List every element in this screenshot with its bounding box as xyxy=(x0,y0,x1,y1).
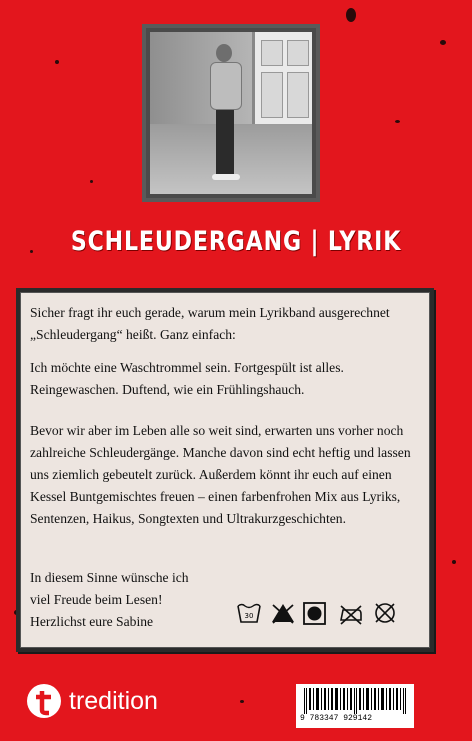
publisher-name: tredition xyxy=(69,687,158,715)
isbn-barcode xyxy=(296,684,414,728)
no-dry-clean-icon xyxy=(372,600,398,626)
closing-line-3: Herzlichst eure Sabine xyxy=(30,614,154,629)
closing-line-1: In diesem Sinne wünsche ich xyxy=(30,570,189,585)
blurb-paragraph-1: Sicher fragt ihr euch gerade, warum mein Lyrikband ausgerechnet „Schleudergang“ heißt. Ganz einfach: xyxy=(30,305,390,342)
wash-temp-label: 30 xyxy=(244,612,254,620)
author-photo xyxy=(142,24,320,202)
book-title: SCHLEUDERGANG | LYRIK xyxy=(70,226,402,257)
wash-30-icon xyxy=(236,600,262,626)
blurb-paragraph-2: Ich möchte eine Waschtrommel sein. Fortgespült ist alles. Reingewaschen. Duftend, wie ein Frühlingshauch. xyxy=(30,360,344,397)
no-bleach-icon xyxy=(270,600,296,626)
barcode-bars xyxy=(304,688,406,714)
blurb-box xyxy=(16,288,434,652)
barcode-digits: 9 783347 929142 xyxy=(300,714,373,723)
tumble-dry-icon xyxy=(302,600,328,626)
closing-line-2: viel Freude beim Lesen! xyxy=(30,592,163,607)
no-iron-icon xyxy=(338,600,364,626)
tredition-logo-icon xyxy=(27,684,61,718)
blurb-closing xyxy=(30,567,230,633)
publisher-logo xyxy=(27,684,197,718)
blurb-paragraph-3: Bevor wir aber im Leben alle so weit sind, erwarten uns vorher noch zahlreiche Schleudergänge. Manche davon sind echt heftig und lassen uns ziemlich gebeutelt zurück. Außerdem könnt ihr euch auf einen Kessel Buntgemischtes freuen – einen farbenfrohen Mix aus Lyriks, Sentenzen, Haikus, Songtexten und Ultrakurzgeschichten. xyxy=(30,423,411,526)
